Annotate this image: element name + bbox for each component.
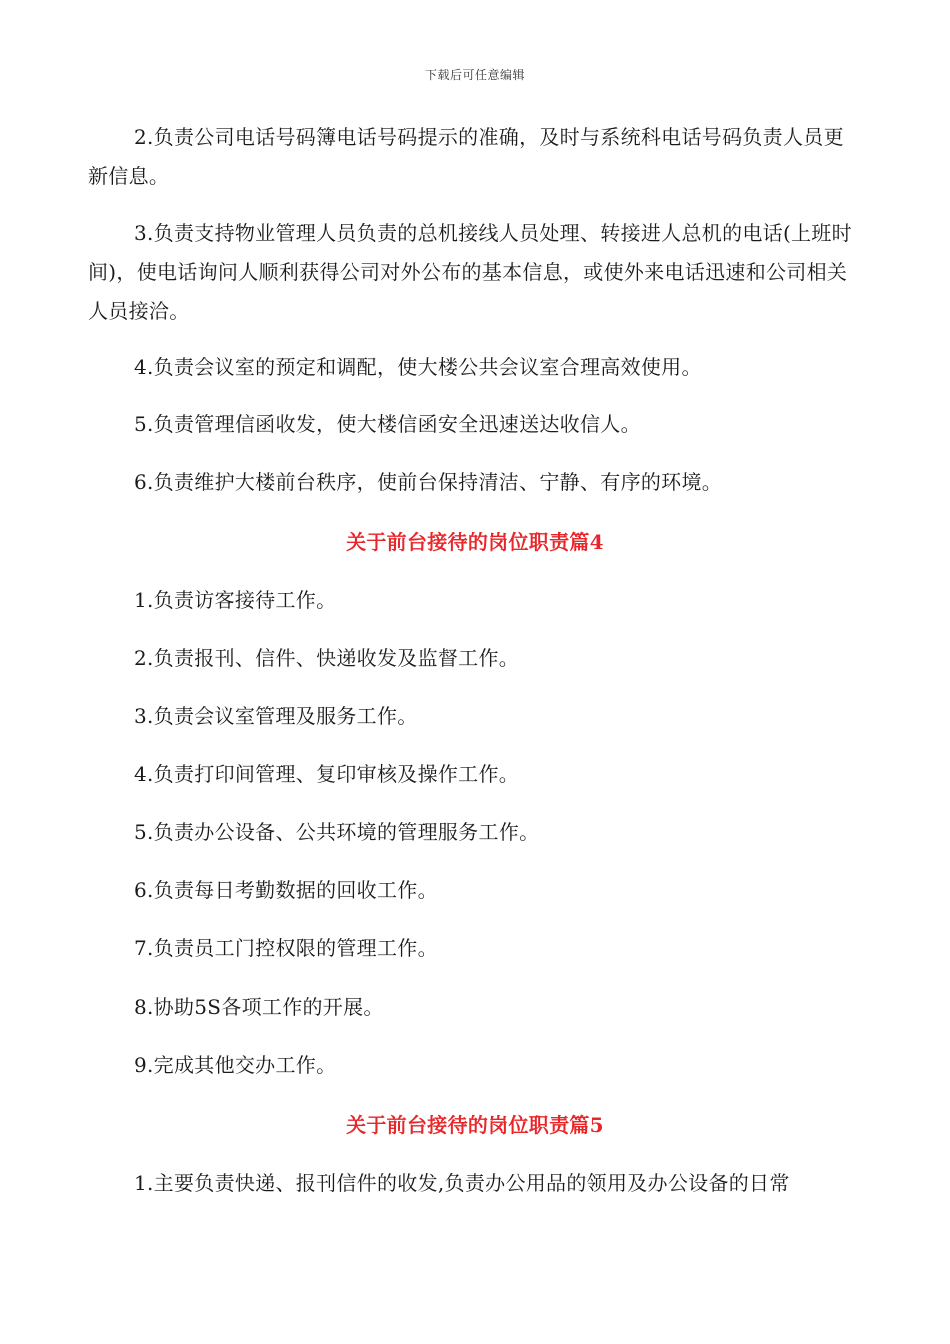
list-item: 7.负责员工门控权限的管理工作。 (134, 936, 438, 960)
list-item: 3.负责会议室管理及服务工作。 (134, 704, 418, 728)
list-item: 1.负责访客接待工作。 (134, 588, 337, 612)
list-item: 8.协助5S各项工作的开展。 (134, 995, 384, 1019)
list-item: 9.完成其他交办工作。 (134, 1053, 337, 1077)
list-item: 6.负责每日考勤数据的回收工作。 (134, 878, 438, 902)
paragraph-item: 2.负责公司电话号码簿电话号码提示的准确，及时与系统科电话号码负责人员更新信息。 (88, 125, 844, 188)
section-heading: 关于前台接待的岗位职责篇5 (346, 1113, 604, 1137)
list-item: 4.负责打印间管理、复印审核及操作工作。 (134, 762, 520, 786)
paragraph-item: 5.负责管理信函收发，使大楼信函安全迅速送达收信人。 (134, 412, 641, 436)
paragraph-item: 3.负责支持物业管理人员负责的总机接线人员处理、转接进人总机的电话(上班时间)，使电话询问人顺利获得公司对外公布的基本信息，或使外来电话迅速和公司相关人员接洽。 (88, 221, 852, 323)
paragraph-item: 4.负责会议室的预定和调配，使大楼公共会议室合理高效使用。 (134, 355, 702, 379)
list-item: 2.负责报刊、信件、快递收发及监督工作。 (134, 646, 520, 670)
list-item: 1.主要负责快递、报刊信件的收发,负责办公用品的领用及办公设备的日常 (134, 1171, 790, 1195)
list-item: 5.负责办公设备、公共环境的管理服务工作。 (134, 820, 540, 844)
page-header-note: 下载后可任意编辑 (424, 68, 525, 82)
section-heading: 关于前台接待的岗位职责篇4 (346, 530, 604, 554)
paragraph-item: 6.负责维护大楼前台秩序，使前台保持清洁、宁静、有序的环境。 (134, 470, 723, 494)
